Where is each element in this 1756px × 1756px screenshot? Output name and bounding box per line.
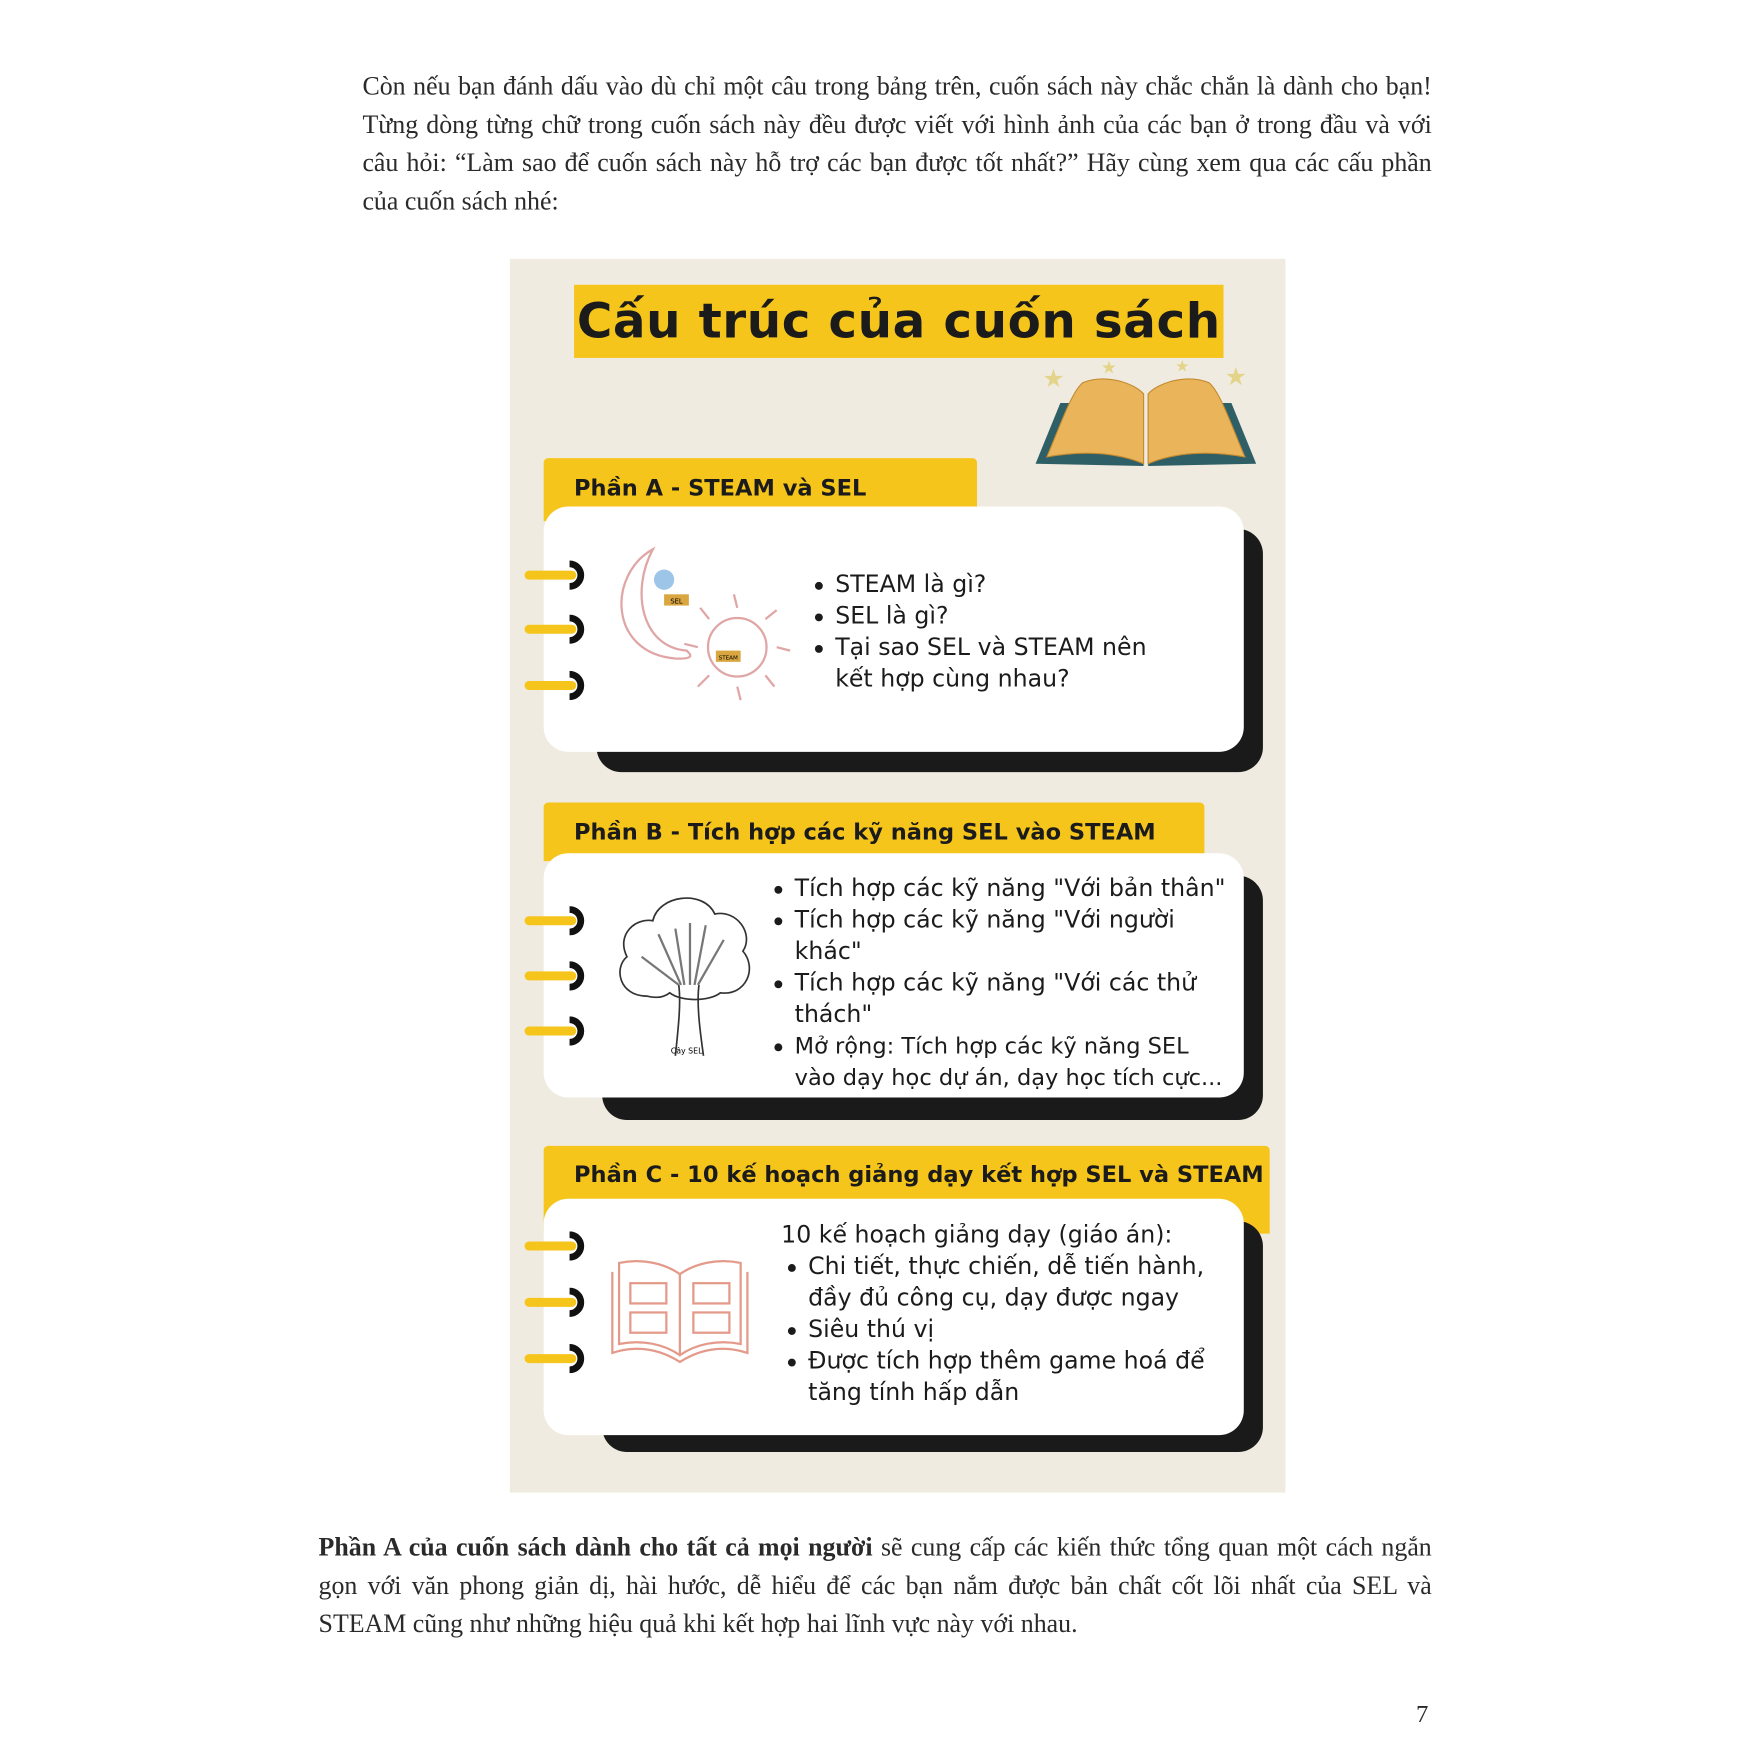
section-b-list — [772, 872, 1231, 1093]
intro-paragraph: Còn nếu bạn đánh dấu vào dù chỉ một câu trong bảng trên, cuốn sách này chắc chắn là dành cho bạn! Từng dòng từng chữ trong cuốn sách này đều được viết với hình ảnh của các bạn ở trong đầu và với câu hỏi: “Làm sao để cuốn sách này hỗ trợ các bạn được tốt nhất?” Hãy cùng xem qua các cấu phần của cuốn sách nhé: — [362, 72, 1432, 215]
list-item: Siêu thú vị — [786, 1314, 1231, 1346]
list-item: SEL là gì? — [813, 600, 1184, 632]
closing-paragraph-bold: Phần A của cuốn sách dành cho tất cả mọi người — [318, 1533, 873, 1562]
section-c-list — [786, 1251, 1231, 1409]
binder-ring-icon — [525, 671, 593, 706]
infographic-title-box — [574, 285, 1223, 358]
sel-tree-icon — [613, 889, 759, 1063]
binder-ring-icon — [525, 961, 593, 996]
list-item: Tích hợp các kỹ năng "Với bản thân" — [772, 872, 1231, 904]
infographic-title: Cấu trúc của cuốn sách — [576, 293, 1221, 350]
binder-ring-icon — [525, 1288, 593, 1323]
svg-text:★: ★ — [1042, 366, 1065, 394]
closing-paragraph — [319, 1529, 1432, 1644]
open-book-icon — [1027, 358, 1266, 473]
sel-icon-label: SEL — [670, 597, 683, 606]
list-item: Mở rộng: Tích hợp các kỹ năng SEL vào dạy học dự án, dạy học tích cực... — [772, 1030, 1231, 1093]
page-number: 7 — [1416, 1699, 1429, 1728]
closing-paragraph-text: sẽ cung cấp các kiến thức tổng quan một cách ngắn gọn với văn phong giản dị, hài hước, dễ hiểu để các bạn nắm được bản chất cốt lõi nhất của SEL và STEAM cũng như những hiệu quả khi kết hợp hai lĩnh vực này với nhau. — [318, 1533, 1432, 1638]
list-item: Tích hợp các kỹ năng "Với các thử thách" — [772, 967, 1231, 1030]
binder-ring-icon — [525, 1016, 593, 1051]
list-item: STEAM là gì? — [813, 568, 1184, 600]
list-item: Chi tiết, thực chiến, dễ tiến hành, đầy đủ công cụ, dạy được ngay — [786, 1251, 1231, 1314]
svg-text:★: ★ — [1100, 357, 1117, 378]
tree-icon-label: Cây SEL — [670, 1046, 703, 1056]
binder-ring-icon — [525, 1344, 593, 1379]
list-item: Tại sao SEL và STEAM nên kết hợp cùng nhau? — [813, 631, 1184, 694]
list-item: Tích hợp các kỹ năng "Với người khác" — [772, 904, 1231, 967]
binder-ring-icon — [525, 1231, 593, 1266]
binder-ring-icon — [525, 561, 593, 596]
open-book-outline-icon — [608, 1249, 754, 1367]
svg-text:★: ★ — [1224, 363, 1247, 391]
section-c-intro: 10 kế hoạch giảng dạy (giáo án): — [781, 1221, 1173, 1249]
section-c-heading: Phần C - 10 kế hoạch giảng dạy kết hợp SEL và STEAM — [574, 1160, 1264, 1188]
list-item: Được tích hợp thêm game hoá để tăng tính hấp dẫn — [786, 1345, 1231, 1408]
section-b-heading: Phần B - Tích hợp các kỹ năng SEL vào STEAM — [574, 818, 1156, 846]
section-a-heading: Phần A - STEAM và SEL — [574, 473, 867, 501]
section-a-list — [813, 568, 1184, 694]
steam-icon-label: STEAM — [718, 655, 738, 662]
binder-ring-icon — [525, 615, 593, 650]
binder-ring-icon — [525, 906, 593, 941]
moon-sun-icon — [608, 540, 799, 709]
svg-text:★: ★ — [1175, 358, 1190, 376]
